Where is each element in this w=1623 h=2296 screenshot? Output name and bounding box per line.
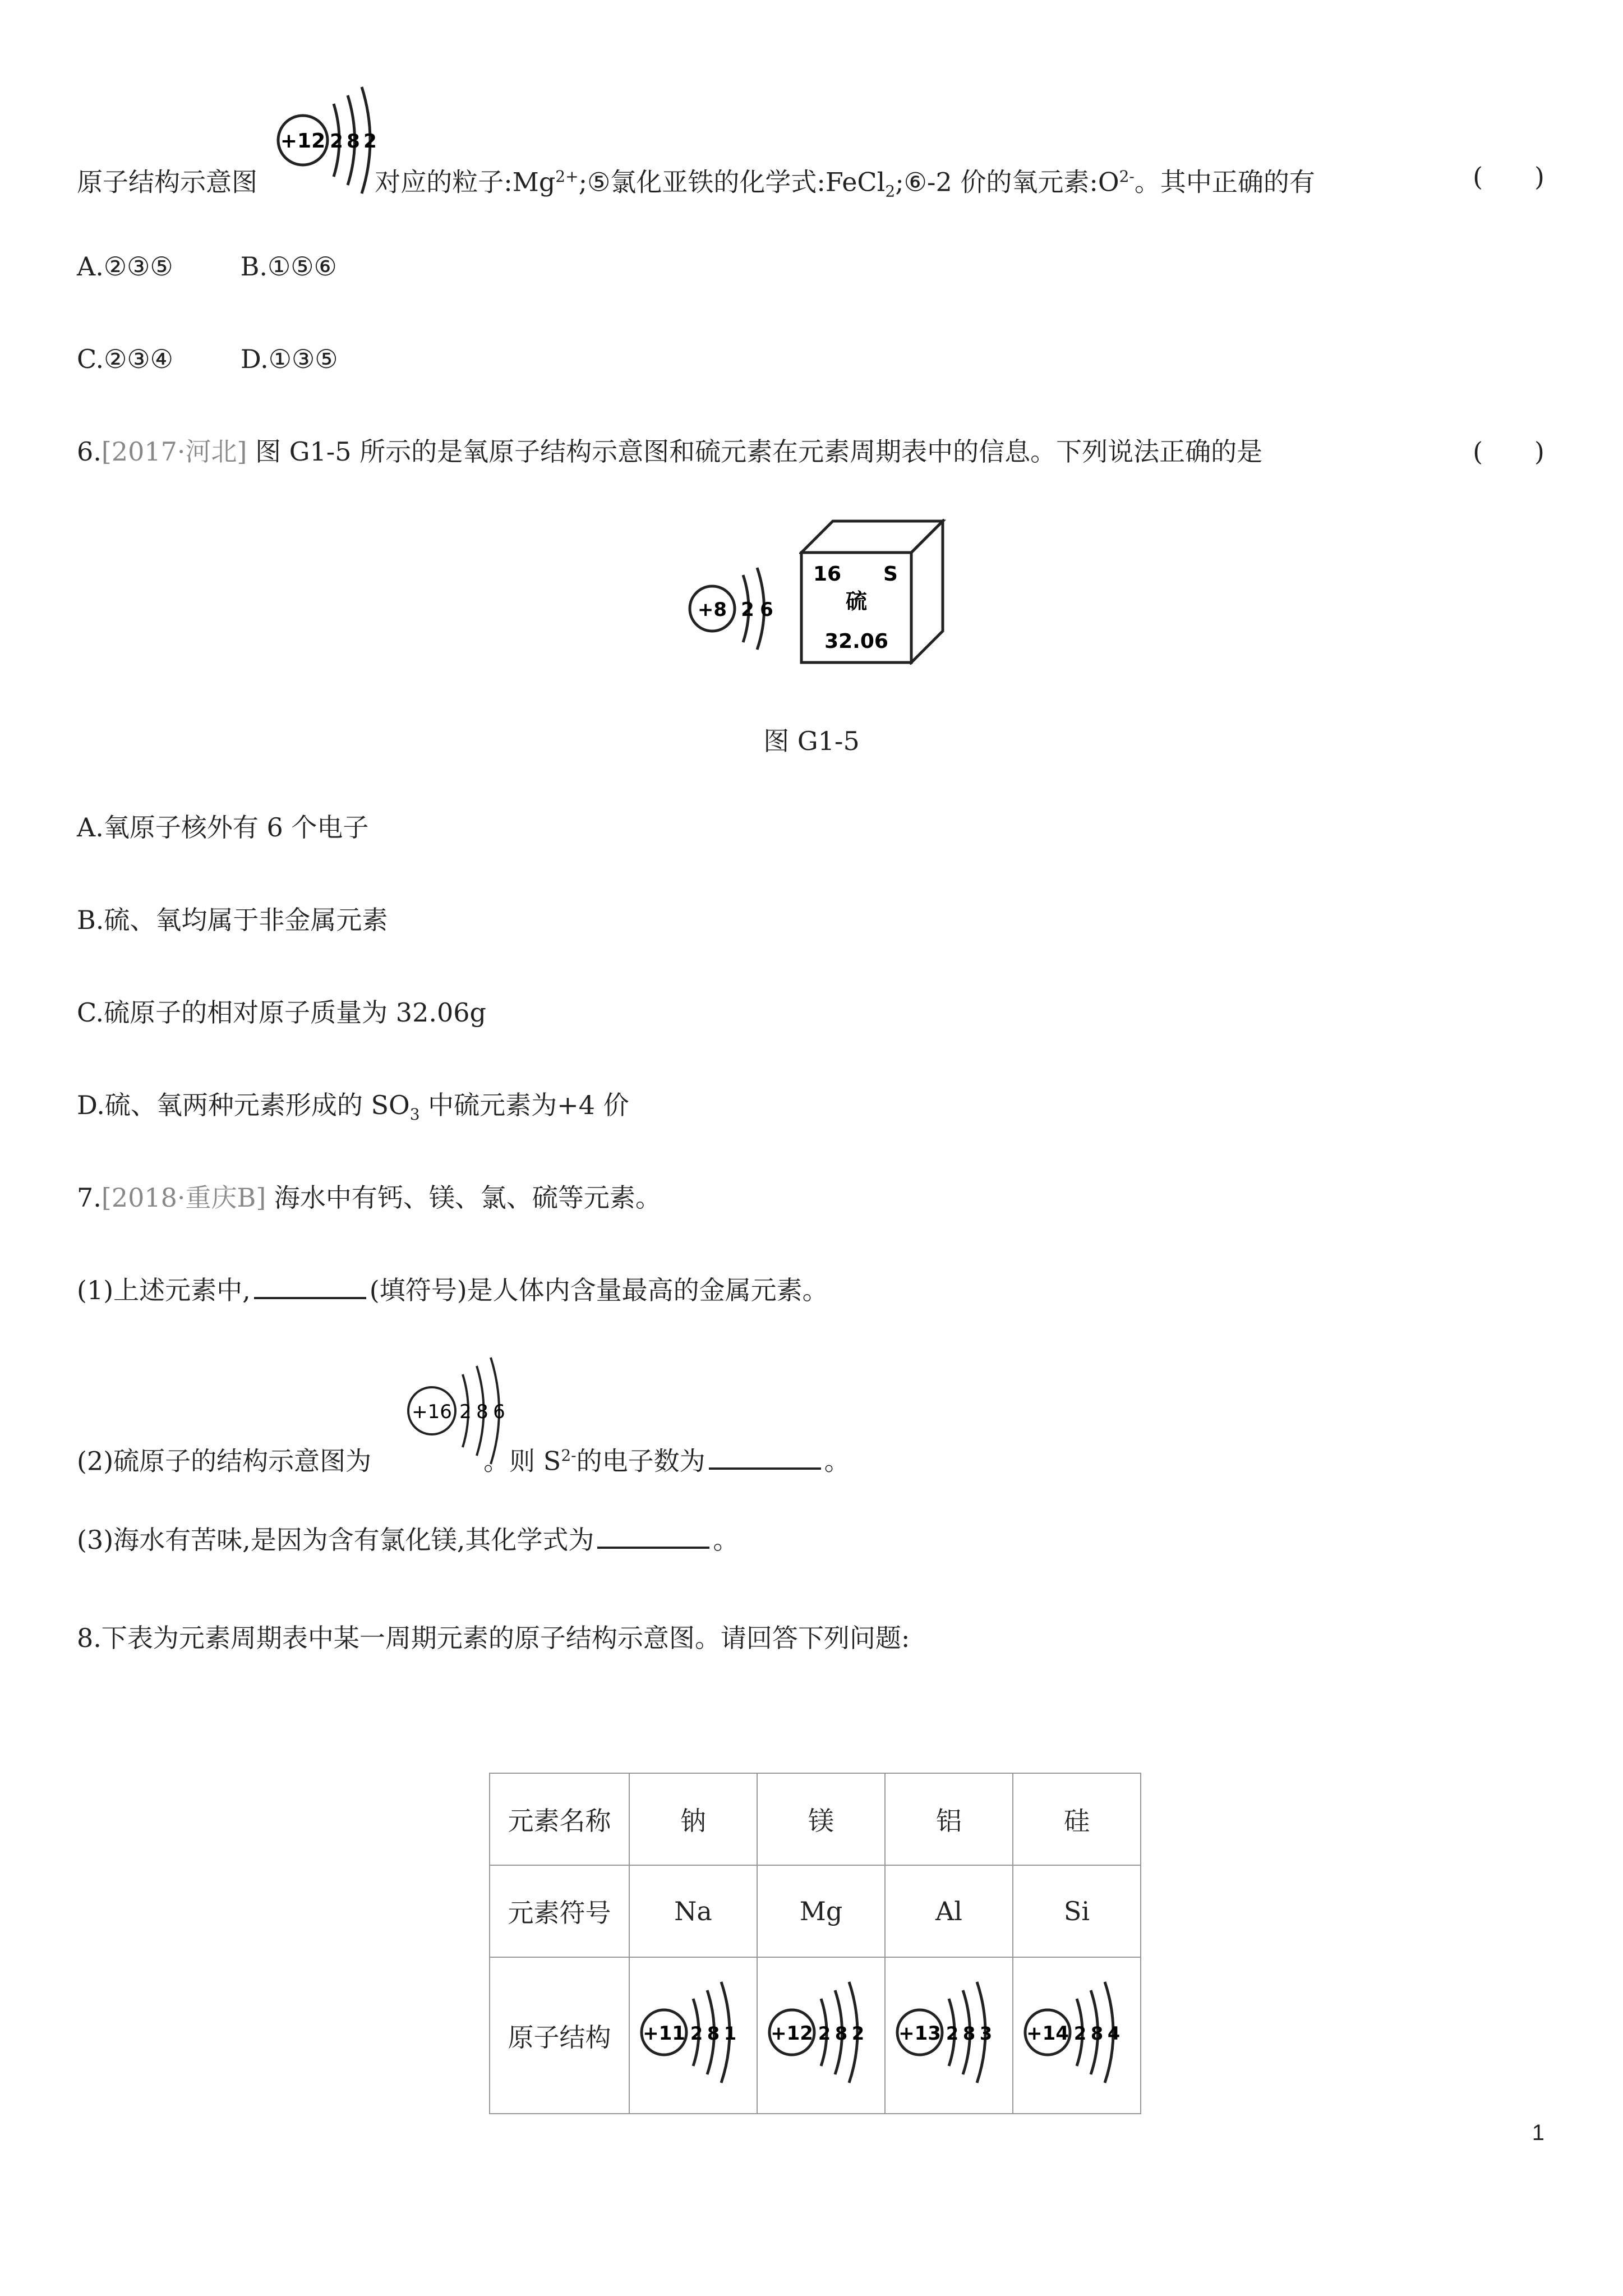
shell-electron-count: 2	[946, 2023, 959, 2044]
q7-part1	[77, 1273, 828, 1307]
q6-oxygen-diagram	[687, 561, 788, 656]
nucleus-charge: +12	[771, 2022, 813, 2045]
q6-option-d-a: D.硫、氧两种元素形成的 SO	[77, 1090, 410, 1120]
q7-blank-1[interactable]	[254, 1274, 366, 1299]
q6-paren: ( )	[1473, 436, 1544, 467]
q6-sulfur-cell	[799, 519, 951, 665]
shell-electron-count: 8	[834, 2023, 848, 2044]
q5-option-b: B.①⑤⑥	[240, 251, 337, 282]
q7-blank-3[interactable]	[597, 1524, 709, 1549]
table-row	[490, 1773, 1141, 1865]
atom-diagram-mg	[765, 1976, 877, 2088]
atom-diagram-si	[1021, 1976, 1133, 2088]
shell-electron-count: 3	[979, 2023, 993, 2044]
q7-shell-3: 6	[493, 1401, 505, 1423]
q6-oxygen-shell-1: 2	[741, 599, 754, 621]
q6-option-d	[77, 1088, 629, 1131]
q7-source: [2018·重庆B]	[101, 1182, 266, 1213]
shell-electron-count: 8	[962, 2023, 976, 2044]
q6-stem	[77, 435, 1262, 468]
q6-text: 图 G1-5 所示的是氧原子结构示意图和硫元素在元素周期表中的信息。下列说法正确的是	[255, 436, 1263, 467]
q5-paren: ( )	[1473, 162, 1544, 192]
q7-sulfur-diagram	[404, 1352, 516, 1470]
q6-element-name: 硫	[845, 589, 868, 614]
q6-option-b: B.硫、氧均属于非金属元素	[77, 905, 388, 935]
atom-structure-cell	[885, 1957, 1013, 2114]
q6-oxygen-nucleus: +8	[697, 599, 727, 621]
shell-electron-count: 2	[1073, 2023, 1087, 2044]
q6-option-c: C.硫原子的相对原子质量为 32.06g	[77, 997, 486, 1028]
nucleus-charge: +11	[643, 2022, 685, 2045]
nucleus-charge: +14	[1026, 2022, 1069, 2045]
element-symbol: Mg	[757, 1865, 885, 1957]
q6-number: 6.	[77, 436, 102, 467]
q7-part3	[77, 1523, 739, 1557]
shell-electron-count: 2	[690, 2023, 703, 2044]
q7-p1-a: (1)上述元素中,	[77, 1275, 251, 1305]
q5-shell-1: 2	[330, 130, 343, 153]
shell-electron-count: 2	[818, 2023, 831, 2044]
q5-atom-diagram	[275, 81, 387, 199]
q5-option-c: C.②③④	[77, 344, 173, 374]
q7-p1-b: (填符号)是人体内含量最高的金属元素。	[369, 1275, 828, 1305]
row-header-symbol: 元素符号	[490, 1865, 629, 1957]
q7-p2-c: 的电子数为	[576, 1446, 706, 1476]
q6-atomic-number: 16	[813, 563, 842, 586]
q6-option-d-b: 中硫元素为+4 价	[419, 1090, 629, 1120]
q5-options-row2	[77, 342, 338, 376]
q5-sup-a: 2+	[555, 167, 579, 186]
element-symbol: Al	[885, 1865, 1013, 1957]
q7-p3-a: (3)海水有苦味,是因为含有氯化镁,其化学式为	[77, 1525, 594, 1555]
q5-shell-3: 2	[363, 130, 377, 153]
q7-shell-1: 2	[459, 1401, 472, 1423]
q7-p2-b: 。则 S	[483, 1446, 561, 1476]
shell-electron-count: 2	[851, 2023, 865, 2044]
q7-p2-sup: 2-	[561, 1446, 577, 1465]
q5-options-row1	[77, 250, 337, 283]
q7-p3-b: 。	[713, 1525, 739, 1555]
q5-prefix: 原子结构示意图	[77, 167, 257, 197]
atom-diagram-al	[893, 1976, 1005, 2088]
q5-text-b: ;⑤氯化亚铁的化学式:FeCl	[578, 167, 886, 197]
shell-electron-count: 1	[723, 2023, 737, 2044]
table-row	[490, 1957, 1141, 2114]
element-name: 镁	[757, 1773, 885, 1865]
element-table	[489, 1773, 1141, 2114]
q5-option-a: A.②③⑤	[77, 251, 173, 282]
figure-caption: 图 G1-5	[763, 726, 860, 756]
element-name: 硅	[1013, 1773, 1141, 1865]
element-symbol: Na	[629, 1865, 757, 1957]
q7-stem	[77, 1181, 661, 1214]
shell-electron-count: 8	[707, 2023, 720, 2044]
q6-option-a: A.氧原子核外有 6 个电子	[77, 812, 369, 843]
nucleus-charge: +13	[898, 2022, 941, 2045]
q7-p2-d: 。	[824, 1446, 850, 1476]
table-row	[490, 1865, 1141, 1957]
q5-stem	[77, 160, 1315, 209]
q7-text: 海水中有钙、镁、氯、硫等元素。	[274, 1182, 661, 1213]
q7-shell-2: 8	[476, 1401, 488, 1423]
q6-symbol: S	[883, 563, 898, 586]
q5-option-d: D.①③⑤	[240, 344, 338, 374]
q5-sub-b: 2	[885, 182, 896, 201]
atom-structure-cell	[1013, 1957, 1141, 2114]
q5-text-d: 。其中正确的有	[1134, 167, 1315, 197]
element-name: 钠	[629, 1773, 757, 1865]
page-number: 1	[1532, 2120, 1544, 2145]
element-name: 铝	[885, 1773, 1013, 1865]
atom-structure-cell	[757, 1957, 885, 2114]
element-symbol: Si	[1013, 1865, 1141, 1957]
atom-structure-cell	[629, 1957, 757, 2114]
q7-number: 7.	[77, 1182, 102, 1213]
row-header-structure: 原子结构	[490, 1957, 629, 2114]
q6-atomic-mass: 32.06	[824, 630, 888, 653]
q7-blank-2[interactable]	[709, 1445, 821, 1470]
q6-oxygen-shell-2: 6	[760, 599, 773, 621]
row-header-name: 元素名称	[490, 1773, 629, 1865]
q5-text-a: 对应的粒子:Mg	[375, 167, 556, 197]
q5-shell-2: 8	[347, 130, 360, 153]
q7-p2-a: (2)硫原子的结构示意图为	[77, 1446, 372, 1476]
q5-nucleus: +12	[280, 130, 326, 153]
q5-sup-c: 2-	[1119, 167, 1135, 186]
q5-text-c: ;⑥-2 价的氧元素:O	[895, 167, 1119, 197]
q7-nucleus: +16	[412, 1401, 452, 1423]
shell-electron-count: 8	[1090, 2023, 1104, 2044]
q8-stem: 8.下表为元素周期表中某一周期元素的原子结构示意图。请回答下列问题:	[77, 1623, 910, 1653]
atom-diagram-na	[637, 1976, 749, 2088]
q6-source: [2017·河北]	[101, 436, 247, 467]
q6-option-d-sub: 3	[409, 1105, 420, 1124]
shell-electron-count: 4	[1107, 2023, 1121, 2044]
